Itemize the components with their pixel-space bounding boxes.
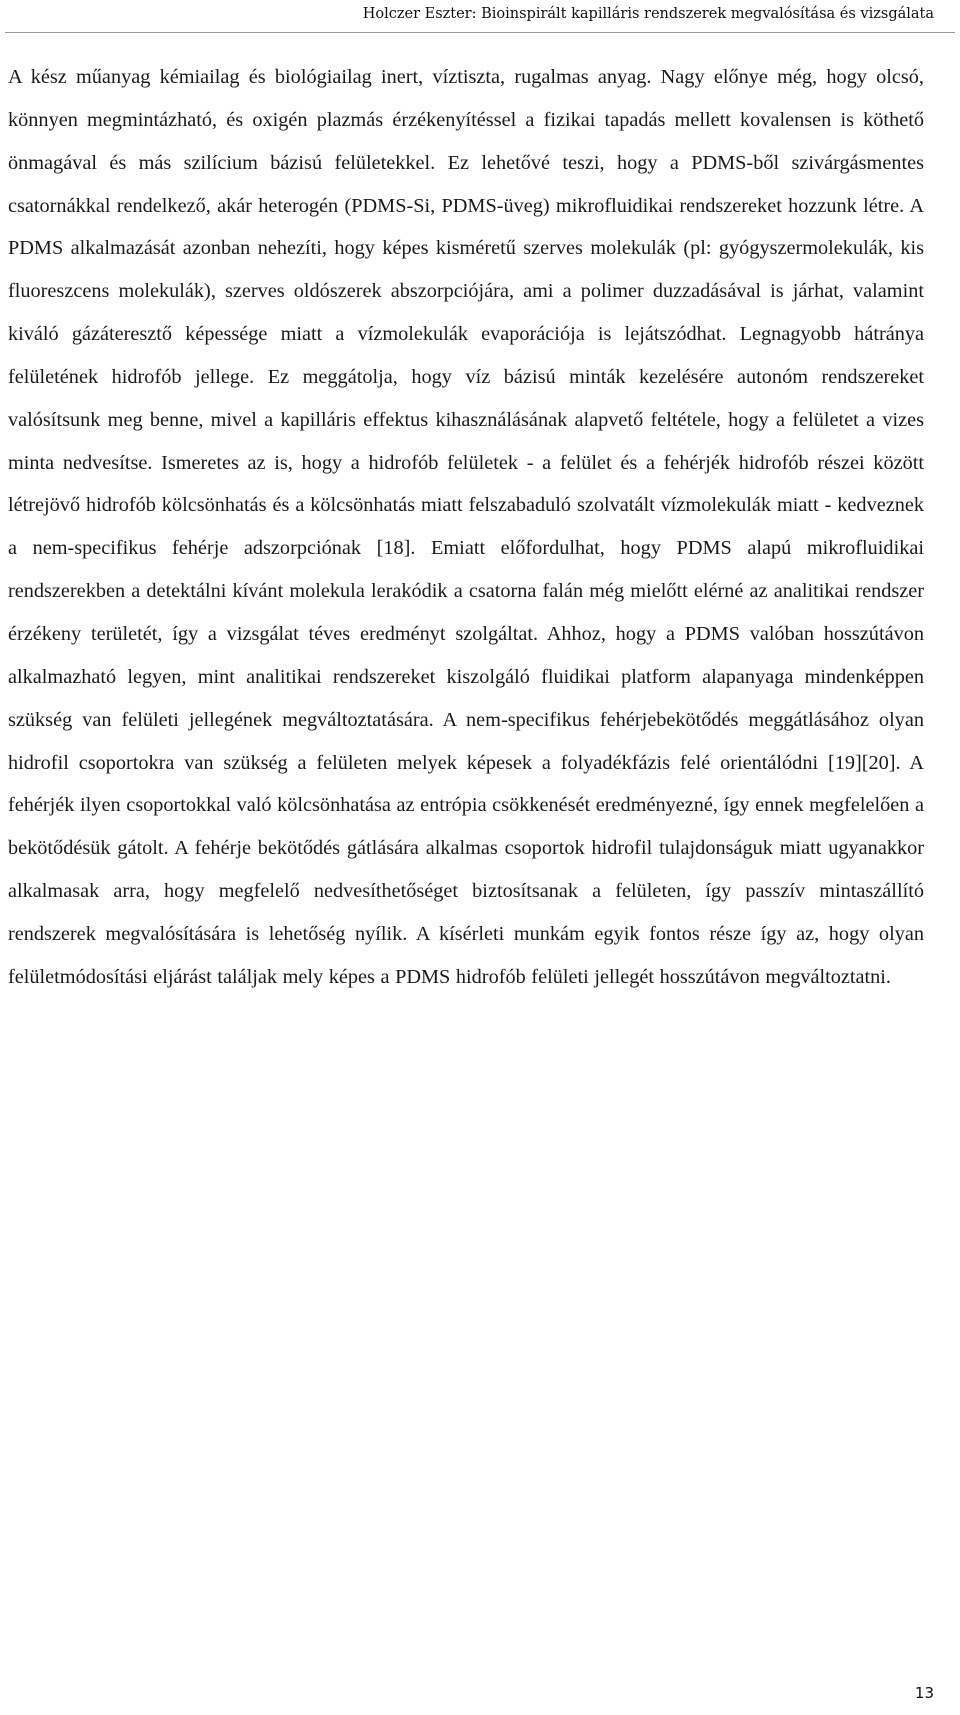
- header-divider: [5, 32, 955, 33]
- running-header: Holczer Eszter: Bioinspirált kapilláris rendszerek megvalósítása és vizsgálata: [362, 6, 934, 22]
- body-paragraph: A kész műanyag kémiailag és biológiailag inert, víztiszta, rugalmas anyag. Nagy előnye még, hogy olcsó, könnyen megmintázható, és oxigén plazmás érzékenyítéssel a fizikai tapadás mellett kovalensen is köthető önmagával és más szilícium bázisú felületekkel. Ez lehetővé teszi, hogy a PDMS-ből szivárgásmentes csatornákkal rendelkező, akár heterogén (PDMS-Si, PDMS-üveg) mikrofluidikai rendszereket hozzunk létre. A PDMS alkalmazását azonban nehezíti, hogy képes kisméretű szerves molekulák (pl: gyógyszermolekulák, kis fluoreszcens molekulák), szerves oldószerek abszorpciójára, ami a polimer duzzadásával is járhat, valamint kiváló gázáteresztő képessége miatt a vízmolekulák evaporációja is lejátszódhat. Legnagyobb hátránya felületének hidrofób jellege. Ez meggátolja, hogy víz bázisú minták kezelésére autonóm rendszereket valósítsunk meg benne, mivel a kapilláris effektus kihasználásának alapvető feltétele, hogy a felületet a vizes minta nedvesítse. Ismeretes az is, hogy a hidrofób felületek - a felület és a fehérjék hidrofób részei között létrejövő hidrofób kölcsönhatás és a kölcsönhatás miatt felszabaduló szolvatált vízmolekulák miatt - kedveznek a nem-specifikus fehérje adszorpciónak [18]. Emiatt előfordulhat, hogy PDMS alapú mikrofluidikai rendszerekben a detektálni kívánt molekula lerakódik a csatorna falán még mielőtt elérné az analitikai rendszer érzékeny területét, így a vizsgálat téves eredményt szolgáltat. Ahhoz, hogy a PDMS valóban hosszútávon alkalmazható legyen, mint analitikai rendszereket kiszolgáló fluidikai platform alapanyaga mindenképpen szükség van felületi jellegének megváltoztatására. A nem-specifikus fehérjebekötődés meggátlásához olyan hidrofil csoportokra van szükség a felületen melyek képesek a folyadékfázis felé orientálódni [19][20]. A fehérjék ilyen csoportokkal való kölcsönhatása az entrópia csökkenését eredményezné, így ennek megfelelően a bekötődésük gátolt. A fehérje bekötődés gátlására alkalmas csoportok hidrofil tulajdonságuk miatt ugyanakkor alkalmasak arra, hogy megfelelő nedvesíthetőséget biztosítsanak a felületen, így passzív mintaszállító rendszerek megvalósítására is lehetőség nyílik. A kísérleti munkám egyik fontos része így az, hogy olyan felületmódosítási eljárást találjak mely képes a PDMS hidrofób felületi jellegét hosszútávon megváltoztatni.: [8, 66, 924, 988]
- page-number: 13: [914, 1684, 934, 1702]
